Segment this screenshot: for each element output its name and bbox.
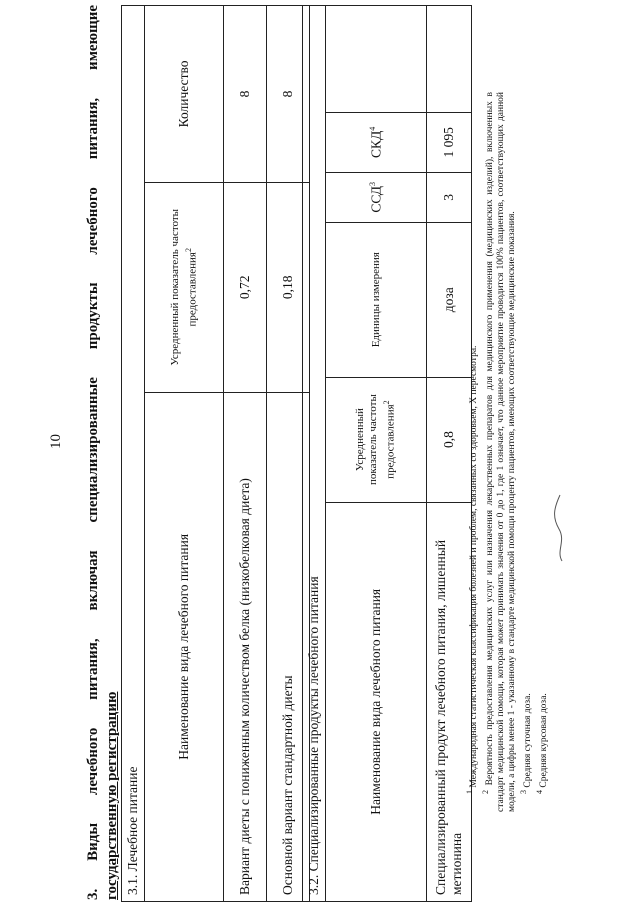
table2-row1-unit: доза	[427, 222, 472, 377]
section-heading	[84, 5, 122, 900]
table1-row1-avg-freq: 0,72	[224, 182, 267, 392]
table2-header-unit: Единицы измерения	[326, 222, 427, 377]
table2-header-skd: СКД$^4$	[326, 112, 427, 172]
table2-row1-ssd: 3	[427, 172, 472, 222]
table2-header-empty	[326, 6, 427, 113]
table-row	[224, 6, 267, 902]
pen-mark	[548, 493, 570, 563]
medical-nutrition-table	[121, 5, 310, 902]
table2-row1-avg-freq: 0,8	[427, 377, 472, 502]
table2-row1-skd: 1 095	[427, 112, 472, 172]
specialized-products-table	[302, 5, 472, 902]
footnote-2: $^2$ Вероятность предоставления медицинских услуг или назначения лекарственных препаратов для медицинского применения (медицинских изделий), включенных в стандарт медицинской помощи, которая может принимать значения от 0 до 1, где 1 означает, что данное мероприятие проводится 100% пациентов, соответствующих данной модели, а цифры менее 1 - указанному в стандарте медицинской помощи проценту пациентов, имеющих соответствующие медицинские показания.	[481, 92, 518, 812]
table1-header-avg-freq: Усредненный показатель частоты предоставления$^2$	[145, 182, 224, 392]
table1-header-count: Количество	[145, 6, 224, 183]
table1-section-title: 3.1. Лечебное питание	[122, 6, 145, 902]
table1-row1-name: Вариант диеты с пониженным количеством белка (низкобелковая диета)	[224, 392, 267, 901]
table1-row2-count: 8	[267, 6, 310, 183]
footnotes	[464, 92, 551, 812]
heading-line1: 3. Виды лечебного питания, включая специализированные продукты лечебного питания, имеющие	[85, 5, 101, 900]
heading-line2: государственную регистрацию	[104, 691, 120, 900]
table1-row1-count: 8	[224, 6, 267, 183]
page-number: 10	[48, 434, 64, 449]
footnote-1: $^1$ Международная статистическая классификация болезней и проблем, связанных со здоровьем, X пересмотра.	[465, 345, 480, 794]
table2-header-name: Наименование вида лечебного питания	[326, 502, 427, 901]
table2-header-ssd: ССД$^3$	[326, 172, 427, 222]
table2-row1-name: Специализированный продукт лечебного питания, лишенный метионина	[427, 502, 472, 901]
table1-header-name: Наименование вида лечебного питания	[145, 392, 224, 901]
footnote-3: $^3$ Средняя суточная доза.	[519, 693, 534, 794]
footnote-4: $^4$ Средняя курсовая доза.	[535, 693, 550, 794]
table2-section-title: 3.2. Специализированные продукты лечебного питания	[303, 6, 326, 902]
table2-header-avg-freq: Усредненный показатель частоты предоставления$^2$	[326, 377, 427, 502]
table1-row2-avg-freq: 0,18	[267, 182, 310, 392]
table1-row2-name: Основной вариант стандартной диеты	[267, 392, 310, 901]
